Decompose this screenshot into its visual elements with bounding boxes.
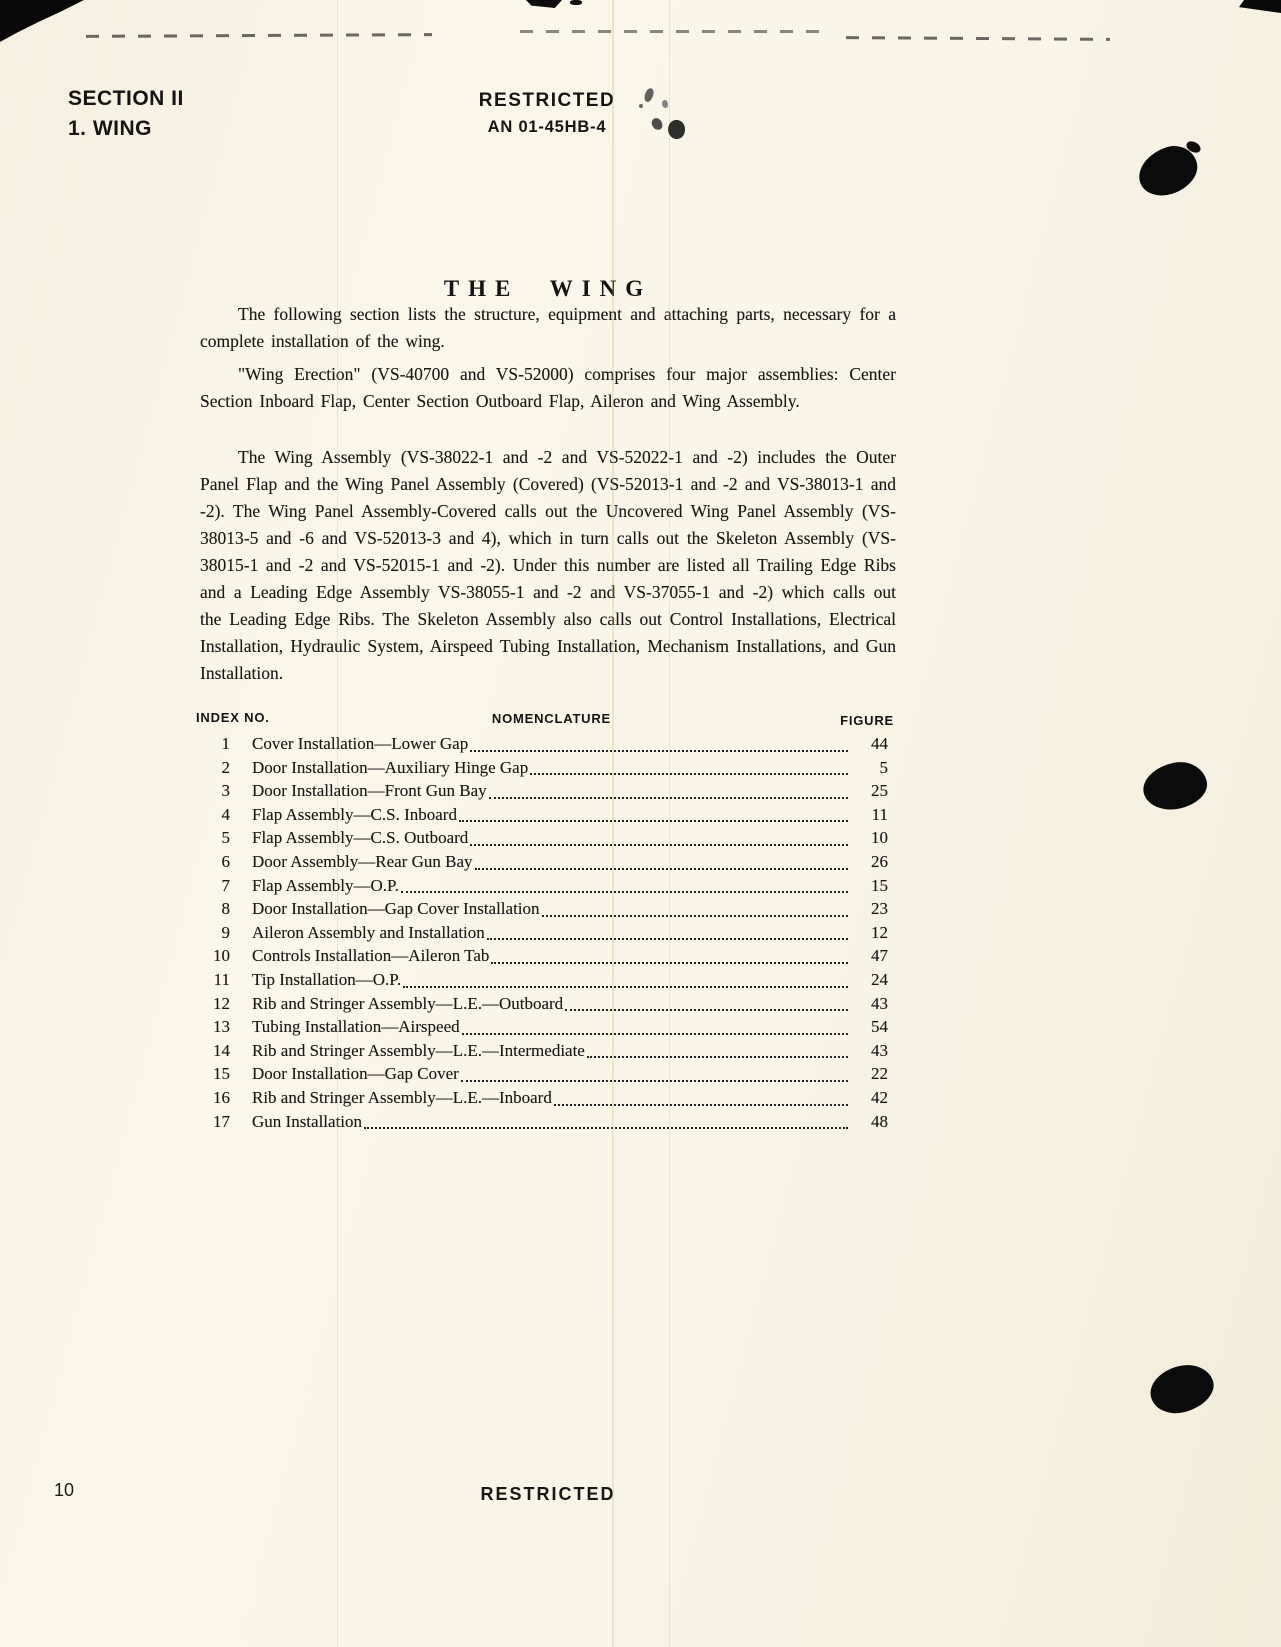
row-index: 11: [213, 969, 230, 989]
table-row: [200, 852, 896, 876]
row-figure: 10: [871, 828, 888, 848]
row-figure: 12: [871, 922, 888, 942]
table-row: [200, 899, 896, 923]
row-figure: 5: [879, 757, 888, 777]
vertical-fold-artifact: [337, 0, 338, 1647]
table-row: [200, 1041, 896, 1065]
vertical-fold-artifact: [612, 0, 614, 1647]
table-row: [200, 946, 896, 970]
scan-speck-artifact: [570, 0, 582, 5]
dot-leader: [364, 1127, 848, 1129]
row-nomenclature: Controls Installation—Aileron Tab: [252, 946, 490, 966]
row-nomenclature: Rib and Stringer Assembly—L.E.—Inboard: [252, 1087, 552, 1107]
crease-line-artifact: [520, 30, 832, 33]
page-title: THE WING: [443, 276, 653, 301]
ink-smudge-artifact: [639, 104, 643, 108]
dot-leader: [470, 844, 848, 846]
dot-leader: [565, 1009, 848, 1011]
index-table: [196, 708, 896, 1135]
row-figure: 26: [871, 851, 888, 871]
dot-leader: [401, 891, 848, 893]
row-index: 5: [221, 828, 230, 848]
row-nomenclature: Gun Installation: [252, 1111, 363, 1131]
row-index: 13: [213, 1017, 230, 1037]
ink-blot-artifact: [1145, 1359, 1219, 1420]
footer-classification: RESTRICTED: [480, 1484, 616, 1504]
document-number: AN 01-45HB-4: [487, 118, 607, 136]
column-header-index-no: INDEX NO.: [196, 710, 270, 725]
index-table-header: [196, 708, 896, 734]
body-paragraph: "Wing Erection" (VS-40700 and VS-52000) comprises four major assemblies: Center Section Inboard Flap, Center Section Outboard Flap, Aileron and Wing Assembly.: [200, 364, 896, 411]
table-row: [200, 876, 896, 900]
table-row: [200, 828, 896, 852]
row-nomenclature: Cover Installation—Lower Gap: [252, 734, 469, 753]
dot-leader: [461, 1080, 848, 1082]
row-figure: 15: [871, 875, 888, 895]
column-header-figure: FIGURE: [840, 713, 894, 728]
row-nomenclature: Rib and Stringer Assembly—L.E.—Outboard: [252, 993, 564, 1013]
row-index: 3: [221, 781, 230, 801]
row-nomenclature: Rib and Stringer Assembly—L.E.—Intermediate: [252, 1040, 585, 1060]
ink-blot-artifact: [1139, 757, 1211, 815]
table-row: [200, 994, 896, 1018]
row-figure: 47: [871, 946, 888, 966]
table-row: [200, 734, 896, 758]
row-figure: 11: [871, 804, 888, 824]
table-row: [200, 970, 896, 994]
table-row: [200, 1112, 896, 1136]
row-nomenclature: Door Installation—Gap Cover: [252, 1064, 459, 1084]
dot-leader: [475, 868, 848, 870]
ink-smudge-artifact: [662, 100, 668, 108]
row-index: 8: [221, 899, 230, 919]
row-index: 9: [221, 922, 230, 942]
row-index: 16: [213, 1087, 230, 1107]
section-heading: [68, 84, 184, 144]
row-index: 2: [221, 757, 230, 777]
table-row: [200, 1088, 896, 1112]
table-row: [200, 1064, 896, 1088]
row-figure: 42: [871, 1087, 888, 1107]
row-figure: 23: [871, 899, 888, 919]
row-nomenclature: Door Installation—Gap Cover Installation: [252, 899, 540, 919]
table-row: [200, 923, 896, 947]
row-nomenclature: Tubing Installation—Airspeed: [252, 1017, 460, 1037]
table-row: [200, 781, 896, 805]
dot-leader: [462, 1033, 848, 1035]
row-figure: 24: [871, 969, 888, 989]
body-paragraph: The Wing Assembly (VS-38022-1 and -2 and VS-52022-1 and -2) includes the Outer Panel Flap and the Wing Panel Assembly (Covered) (VS-52013-1 and -2 and VS-38013-1 and -2). The Wing Panel Assembly-Covered calls out the Uncovered Wing Panel Assembly (VS-38013-5 and -6 and VS-52013-3 and 4), which in turn calls out the Skeleton Assembly (VS-38015-1 and -2 and VS-52015-1 and -2). Under this number are listed all Trailing Edge Ribs and a Leading Edge Assembly VS-38055-1 and -2 and VS-37055-1 and -2) which calls out the Leading Edge Ribs. The Skeleton Assembly also calls out Control Installations, Electrical Installation, Hydraulic System, Airspeed Tubing Installation, Mechanism Installations, and Gun Installation.: [200, 447, 896, 683]
dot-leader: [554, 1104, 848, 1106]
column-header-nomenclature: NOMENCLATURE: [491, 711, 612, 726]
torn-corner-artifact: [0, 0, 84, 42]
row-nomenclature: Flap Assembly—C.S. Inboard: [252, 804, 457, 824]
dot-leader: [487, 938, 848, 940]
row-index: 1: [221, 734, 230, 753]
row-figure: 22: [871, 1064, 888, 1084]
body-paragraph: The following section lists the structure, equipment and attaching parts, necessary for a complete installation of the wing.: [200, 304, 896, 351]
header-center: [427, 90, 667, 137]
dot-leader: [459, 820, 848, 822]
dot-leader: [542, 915, 848, 917]
vertical-fold-artifact: [669, 0, 670, 1647]
row-nomenclature: Tip Installation—O.P.: [252, 969, 402, 989]
dot-leader: [470, 750, 848, 752]
table-row: [200, 1017, 896, 1041]
row-nomenclature: Flap Assembly—O.P.: [252, 875, 399, 895]
dot-leader: [403, 986, 848, 988]
row-figure: 25: [871, 781, 888, 801]
index-table-body: [200, 734, 896, 1135]
row-nomenclature: Aileron Assembly and Installation: [252, 922, 485, 942]
row-index: 7: [221, 875, 230, 895]
row-index: 12: [213, 993, 230, 1013]
row-figure: 48: [871, 1111, 888, 1131]
section-number: SECTION II: [68, 87, 184, 110]
scan-speck-artifact: [526, 0, 562, 8]
table-row: [200, 805, 896, 829]
row-index: 17: [213, 1111, 230, 1131]
row-figure: 44: [871, 734, 888, 753]
row-figure: 43: [871, 1040, 888, 1060]
classification-banner: RESTRICTED: [478, 90, 616, 111]
page-number: 10: [54, 1480, 75, 1500]
row-index: 15: [213, 1064, 230, 1084]
dot-leader: [530, 773, 848, 775]
row-index: 14: [213, 1040, 230, 1060]
row-nomenclature: Door Installation—Auxiliary Hinge Gap: [252, 757, 529, 777]
row-index: 10: [213, 946, 230, 966]
torn-corner-artifact: [1239, 0, 1281, 13]
row-nomenclature: Flap Assembly—C.S. Outboard: [252, 828, 469, 848]
row-index: 4: [221, 804, 230, 824]
row-index: 6: [221, 851, 230, 871]
crease-line-artifact: [86, 33, 432, 38]
table-row: [200, 758, 896, 782]
dot-leader: [587, 1056, 848, 1058]
section-topic: 1. WING: [68, 117, 153, 140]
row-nomenclature: Door Assembly—Rear Gun Bay: [252, 851, 473, 871]
row-nomenclature: Door Installation—Front Gun Bay: [252, 781, 487, 801]
row-figure: 54: [871, 1017, 888, 1037]
crease-line-artifact: [846, 36, 1110, 41]
row-figure: 43: [871, 993, 888, 1013]
